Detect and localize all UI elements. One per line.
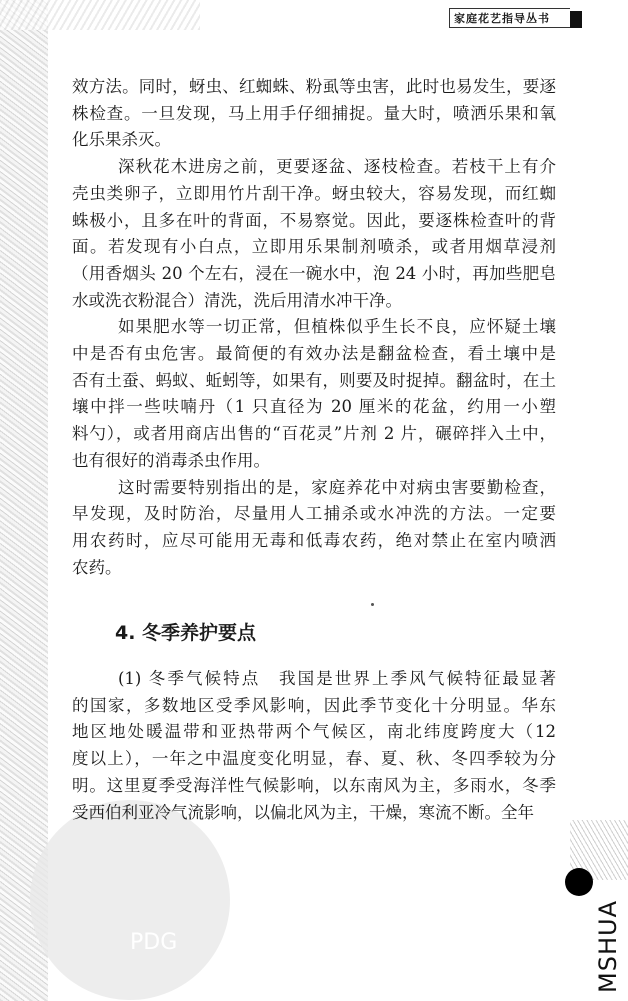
text-line: 受西伯利亚冷气流影响，以偏北风为主，干燥，寒流不断。全年 <box>72 802 534 822</box>
running-head-marker <box>570 11 582 28</box>
text-line: 水或洗衣粉混合）清洗，洗后用清水冲干净。 <box>72 290 402 310</box>
text-line: 地区地处暖温带和亚热带两个气候区，南北纬度跨度大（12 <box>72 722 556 742</box>
text-line: 壤中拌一些呋喃丹（1 只直径为 20 厘米的花盆，约用一小塑 <box>72 397 556 417</box>
watermark-text: PDG <box>130 930 178 955</box>
text-line: 蛛极小，且多在叶的背面，不易察觉。因此，要逐株检查叶的背 <box>72 210 556 230</box>
text-line: 的国家，多数地区受季风影响，因此季节变化十分明显。华东 <box>72 695 556 715</box>
text-line: 早发现，及时防治，尽量用人工捕杀或水冲洗的方法。一定要 <box>72 504 556 524</box>
scan-border-noise <box>0 0 48 1001</box>
section-heading: 4. 冬季养护要点 <box>115 622 257 644</box>
text-line: 这时需要特别指出的是，家庭养花中对病虫害要勤检查， <box>118 477 556 497</box>
text-line: 也有很好的消毒杀虫作用。 <box>72 450 270 470</box>
text-line: 明。这里夏季受海洋性气候影响，以东南风为主，多雨水，冬季 <box>72 775 556 795</box>
text-line: 否有土蚕、蚂蚁、蚯蚓等，如果有，则要及时捉掉。翻盆时，在土 <box>72 370 556 390</box>
text-line: 用农药时，应尽可能用无毒和低毒农药，绝对禁止在室内喷洒 <box>72 530 556 550</box>
running-head: 家庭花艺指导丛书 <box>449 8 570 28</box>
text-line: 如果肥水等一切正常，但植株似乎生长不良，应怀疑土壤 <box>118 317 556 337</box>
text-line: 效方法。同时，蚜虫、红蜘蛛、粉虱等虫害，此时也易发生，要逐 <box>72 77 556 96</box>
text-line: 面。若发现有小白点，立即用乐果制剂喷杀，或者用烟草浸剂 <box>72 237 556 257</box>
side-mark: MSHUA <box>594 900 622 993</box>
corner-marker <box>565 868 593 896</box>
text-line: （用香烟头 20 个左右，浸在一碗水中，泡 24 小时，再加些肥皂 <box>72 263 556 283</box>
watermark-seal <box>30 800 230 1000</box>
text-line: 深秋花木进房之前，更要逐盆、逐枝检查。若枝干上有介 <box>118 157 556 177</box>
text-line: (1) 冬季气候特点 我国是世界上季风气候特征最显著 <box>118 669 556 688</box>
text-line: 料勺），或者用商店出售的“百花灵”片剂 2 片，碾碎拌入土中， <box>72 424 556 444</box>
text-line: 株检查。一旦发现，马上用手仔细捕捉。量大时，喷洒乐果和氧 <box>72 103 556 123</box>
scan-speck <box>371 603 374 606</box>
text-line: 农药。 <box>72 557 122 577</box>
text-line: 度以上），一年之中温度变化明显，春、夏、秋、冬四季较为分 <box>72 749 556 769</box>
text-line: 壳虫类卵子，立即用竹片刮干净。蚜虫较大，容易发现，而红蜘 <box>72 183 556 203</box>
text-line: 化乐果杀灭。 <box>72 130 171 150</box>
text-line: 中是否有虫危害。最简便的有效办法是翻盆检查，看土壤中是 <box>72 344 556 363</box>
scan-top-noise <box>0 0 200 30</box>
